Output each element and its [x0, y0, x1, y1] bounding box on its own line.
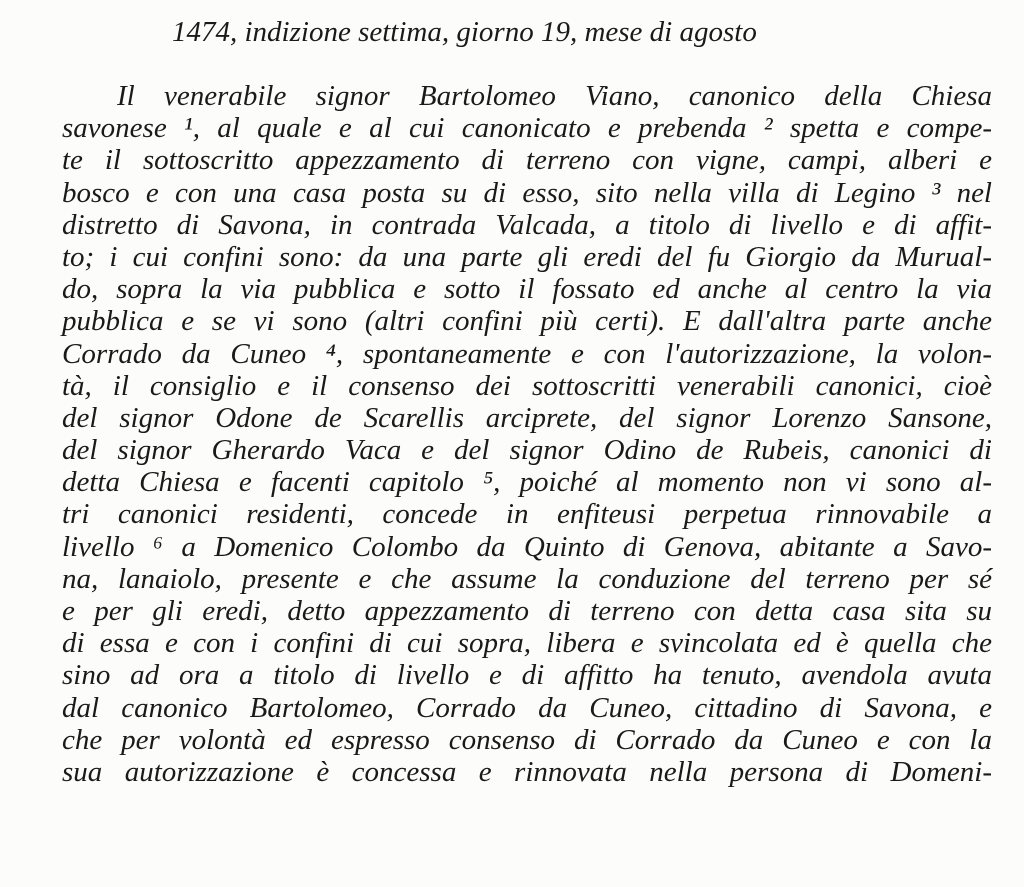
text-line: te il sottoscritto appezzamento di terreno con vigne, campi, alberi e — [62, 144, 992, 177]
text-line: sua autorizzazione è concessa e rinnovata nella persona di Domeni- — [62, 755, 992, 788]
text-line: na, lanaiolo, presente e che assume la conduzione del terreno per sé — [62, 562, 992, 595]
text-line: che per volontà ed espresso consenso di Corrado da Cuneo e con la — [62, 723, 992, 756]
text-line: dal canonico Bartolomeo, Corrado da Cuneo, cittadino di Savona, e — [62, 691, 992, 724]
text-line: distretto di Savona, in contrada Valcada, a titolo di livello e di affit- — [62, 208, 992, 241]
text-line: Corrado da Cuneo ⁴, spontaneamente e con l'autorizzazione, la volon- — [62, 337, 992, 370]
document-heading: 1474, indizione settima, giorno 19, mese di agosto — [172, 16, 757, 48]
text-line: tà, il consiglio e il consenso dei sottoscritti venerabili canonici, cioè — [62, 369, 992, 402]
text-line: do, sopra la via pubblica e sotto il fossato ed anche al centro la via — [62, 273, 992, 306]
text-line: tri canonici residenti, concede in enfiteusi perpetua rinnovabile a — [62, 498, 992, 531]
document-body — [62, 80, 992, 788]
text-line: del signor Gherardo Vaca e del signor Odino de Rubeis, canonici di — [62, 434, 992, 467]
text-line: pubblica e se vi sono (altri confini più certi). E dall'altra parte anche — [62, 305, 992, 338]
text-line: to; i cui confini sono: da una parte gli eredi del fu Giorgio da Murual- — [62, 240, 992, 273]
text-line: sino ad ora a titolo di livello e di affitto ha tenuto, avendola avuta — [62, 659, 992, 692]
text-line: bosco e con una casa posta su di esso, sito nella villa di Legino ³ nel — [62, 176, 992, 209]
text-line: savonese ¹, al quale e al cui canonicato e prebenda ² spetta e compe- — [62, 112, 992, 145]
text-line: di essa e con i confini di cui sopra, libera e svincolata ed è quella che — [62, 627, 992, 660]
text-line: e per gli eredi, detto appezzamento di terreno con detta casa sita su — [62, 595, 992, 627]
text-line: del signor Odone de Scarellis arciprete, del signor Lorenzo Sansone, — [62, 401, 992, 434]
text-line: Il venerabile signor Bartolomeo Viano, canonico della Chiesa — [117, 80, 992, 112]
text-line: detta Chiesa e facenti capitolo ⁵, poiché al momento non vi sono al- — [62, 466, 992, 499]
text-line: livello ⁶ a Domenico Colombo da Quinto di Genova, abitante a Savo- — [62, 530, 992, 563]
